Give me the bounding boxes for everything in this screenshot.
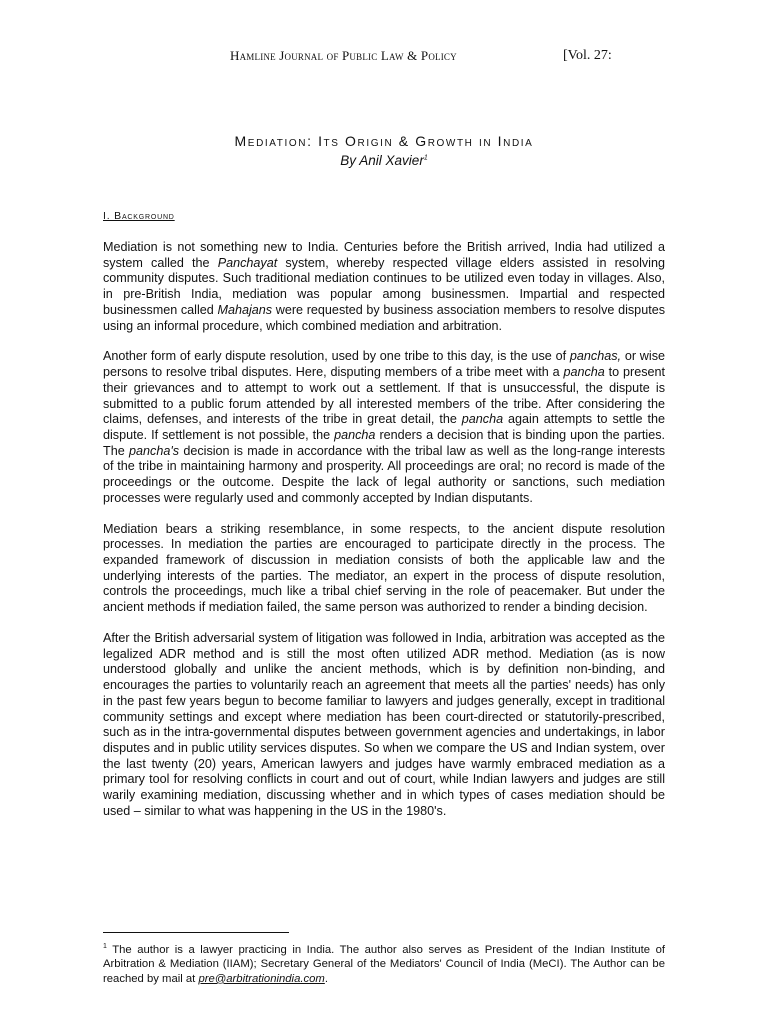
email-link[interactable]: pre@arbitrationindia.com bbox=[198, 972, 325, 985]
article-title: Mediation: Its Origin & Growth in India bbox=[234, 133, 534, 149]
text-run: After the British adversarial system of litigation was followed in India, arbitration was accepted as the legalized ADR method and is still the most often utilized ADR method. Mediation (as is now understood globally and unlike the ancient methods, which is by definition non-binding, and encourages the parties to voluntarily reach an agreement that meets all the parties' needs) has only in the past few years begun to become familiar to lawyers and judges generally, except in traditional community settings and except where mediation has been court-directed or statutorily-prescribed, such as in the intra-governmental disputes between government agencies and undertakings, in labor disputes and in public utility services disputes. So when we compare the US and Indian system, over the last twenty (20) years, American lawyers and judges have warmly embraced mediation as a primary tool for resolving conflicts in court and out of court, while Indian lawyers and judges are still warily examining mediation, discussing whether and in which types of cases mediation should be used – similar to what was happening in the US in the 1980's. bbox=[103, 631, 665, 818]
footnote-divider bbox=[103, 932, 289, 933]
article-body bbox=[103, 240, 665, 835]
footnote-text: The author is a lawyer practicing in India. The author also serves as President of the Indian Institute of Arbitration & Mediation (IIAM); Secretary General of the Mediators' Council of India (MeCI). The Author can be reached by mail at bbox=[103, 943, 665, 985]
paragraph bbox=[103, 522, 665, 616]
text-run: Mediation is not something new to India. Centuries before the British arrived, India had utilized a system called the bbox=[103, 240, 665, 270]
footnote-marker: 1 bbox=[103, 943, 107, 950]
italic-term: pancha's bbox=[129, 443, 180, 458]
section-heading: I. Background bbox=[103, 210, 175, 222]
journal-name: Hamline Journal of Public Law & Policy bbox=[230, 48, 457, 63]
author-name: By Anil Xavier bbox=[340, 153, 424, 168]
italic-term: pancha bbox=[461, 412, 504, 427]
text-run: to present their grievances and to attempt to work out a settlement. If that is unsuccessful, the dispute is submitted to a public forum attended by all interested members of the tribe. After considering the claims, defenses, and interests of the tribe in great detail, the bbox=[103, 365, 666, 427]
text-run: were requested by business association members to resolve disputes using an informal procedure, which combined mediation and arbitration. bbox=[103, 302, 665, 333]
italic-term: Panchayat bbox=[217, 255, 278, 270]
italic-term: pancha bbox=[334, 427, 376, 442]
text-run: system, whereby respected village elders assisted in resolving community disputes. Such traditional mediation continues to be utilized even today in villages. Also, in pre-British India, mediation was popular among businessmen. Impartial and respected businessmen called bbox=[103, 255, 665, 317]
italic-term: panchas, bbox=[569, 349, 622, 364]
running-head bbox=[0, 48, 768, 68]
footnote-end: . bbox=[324, 972, 328, 985]
italic-term: pancha bbox=[563, 365, 605, 380]
text-run: Another form of early dispute resolution, used by one tribe to this day, is the use of bbox=[103, 349, 570, 364]
footnote-reference[interactable]: 1 bbox=[423, 154, 428, 162]
paragraph bbox=[103, 631, 665, 819]
text-run: or wise persons to resolve tribal disputes. Here, disputing members of a tribe meet with a bbox=[103, 349, 666, 380]
volume-number: [Vol. 27: bbox=[563, 48, 612, 63]
text-run: renders a decision that is binding upon the parties. The bbox=[103, 427, 665, 458]
paragraph bbox=[103, 349, 665, 506]
text-run: decision is made in accordance with the tribal law as well as the long-range interests of the tribe in maintaining harmony and prosperity. All proceedings are oral; no record is made of the proceedings or the outcome. Despite the lack of legal authority or sanctions, such mediation processes were regularly used and commonly accepted by Indian disputants. bbox=[103, 443, 665, 505]
paragraph bbox=[103, 240, 665, 334]
article-byline bbox=[0, 153, 768, 168]
footnote bbox=[103, 940, 665, 986]
text-run: Mediation bears a striking resemblance, in some respects, to the ancient dispute resolution processes. In mediation the parties are encouraged to participate directly in the process. The expanded framework of discussion in mediation consists of both the applicable law and the underlying interests of the parties. The mediator, an expert in the process of dispute resolution, controls the proceedings, much like a tribal chief serving in the role of peacemaker. But under the ancient methods if mediation failed, the same person was authorized to render a binding decision. bbox=[103, 521, 665, 615]
text-run: again attempts to settle the dispute. If settlement is not possible, the bbox=[103, 412, 665, 442]
title-block bbox=[0, 133, 768, 168]
italic-term: Mahajans bbox=[217, 302, 273, 317]
